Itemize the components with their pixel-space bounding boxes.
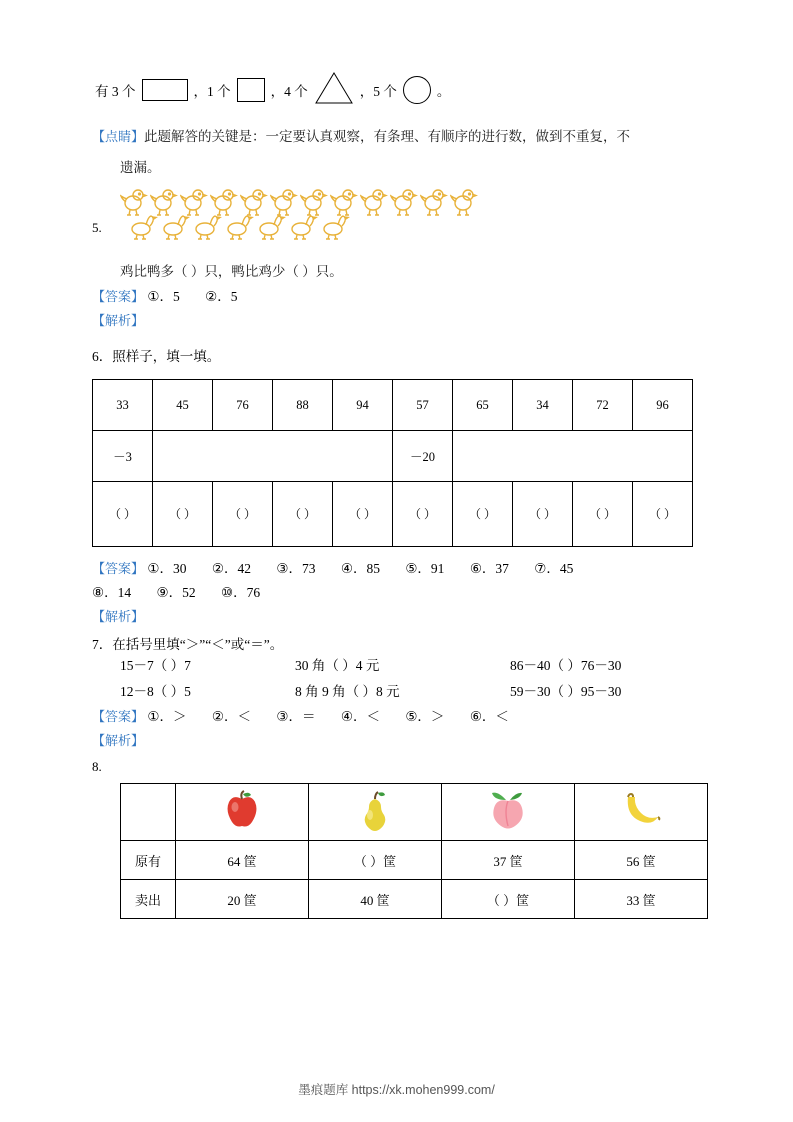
q6-title-wrap [92,345,731,365]
q6-r2-c5[interactable] [333,431,393,482]
q6-r2-c1[interactable]: －3 [93,431,153,482]
table-row [121,784,708,841]
q6-r1-c8: 34 [513,380,573,431]
q7-answer-1: ①．＞ [147,709,187,724]
q7-r2-c3[interactable]: 59－30（ ）95－30 [510,684,622,699]
q6-answer-3: ③．73 [276,561,316,576]
q5-number: 5. [92,220,102,235]
q5-analysis-tag: 【解析】 [92,313,145,328]
q8-row2-c4: 33 筐 [575,880,708,919]
q8-row1-c4: 56 筐 [575,841,708,880]
shapes-mid1: ，1 个 [193,84,231,99]
q5-answer-1: ①．5 [147,289,180,304]
q6-r3-c2[interactable]: （ ） [153,482,213,547]
duck-icon [160,212,190,240]
duck-row [128,212,731,240]
chick-icon [360,186,388,216]
q7-r2-c1[interactable]: 12－8（ ）5 [120,684,191,699]
table-row [93,431,693,482]
q7-answer-3: ③．＝ [276,709,316,724]
q6-table [92,379,693,547]
q6-r2-c6[interactable]: －20 [393,431,453,482]
q6-r2-c7[interactable] [453,431,513,482]
q6-answer-8: ⑧．14 [92,585,132,600]
q7-answer-row [92,705,731,729]
q6-r1-c10: 96 [633,380,693,431]
triangle-shape [314,71,354,109]
q7-row-2 [120,679,731,705]
q7-row-1 [120,653,731,679]
q7-analysis-row [92,729,731,753]
shapes-mid3: ，5 个 [359,84,397,99]
q7-title-wrap [92,633,731,653]
q6-answer-7: ⑦．45 [534,561,574,576]
q6-r3-c5[interactable]: （ ） [333,482,393,547]
q8-row1-label: 原有 [121,841,176,880]
q6-r3-c8[interactable]: （ ） [513,482,573,547]
apple-icon [176,784,309,841]
q6-answer-5: ⑤．91 [405,561,445,576]
q6-r1-c6: 57 [393,380,453,431]
q8-number-wrap [92,759,731,775]
q5-birds [92,186,731,254]
hint-text-1: 此题解答的关键是：一定要认真观察，有条理、有顺序的进行数，做到不重复，不 [144,129,631,144]
q6-r1-c7: 65 [453,380,513,431]
q6-r3-c9[interactable]: （ ） [573,482,633,547]
q6-r2-c8[interactable] [513,431,573,482]
chick-icon [390,186,418,216]
chick-icon [450,186,478,216]
q6-answer-tag: 【答案】 [92,561,145,576]
q6-analysis-tag: 【解析】 [92,609,145,624]
q6-answer-4: ④．85 [340,561,380,576]
q6-r1-c2: 45 [153,380,213,431]
q7-analysis-tag: 【解析】 [92,733,145,748]
chick-icon [420,186,448,216]
q6-answer-row-2 [92,581,731,605]
q6-r2-c4[interactable] [273,431,333,482]
rectangle-shape [142,79,188,101]
peach-icon [442,784,575,841]
q8-row1-c1: 64 筐 [176,841,309,880]
q6-title: 6．照样子，填一填。 [92,349,221,364]
shapes-prefix: 有 3 个 [95,84,136,99]
q6-answer-1: ①．30 [147,561,187,576]
q6-r1-c5: 94 [333,380,393,431]
q6-r2-c10[interactable] [633,431,693,482]
q6-analysis-row [92,605,731,629]
q5-answer-tag: 【答案】 [92,289,145,304]
table-row [121,841,708,880]
hint-text-2: 遗漏。 [120,160,161,175]
q7-r2-c2[interactable]: 8 角 9 角（ ）8 元 [295,684,400,699]
shapes-mid2: ，4 个 [270,84,308,99]
q6-r2-c3[interactable] [213,431,273,482]
q8-table [120,783,708,919]
hint-block [92,124,731,149]
q5-analysis-row [92,309,731,333]
q6-answer-10: ⑩．76 [220,585,261,600]
duck-icon [192,212,222,240]
shapes-line [92,70,731,110]
q6-r3-c7[interactable]: （ ） [453,482,513,547]
q5-question-wrap [120,258,731,285]
q7-answer-4: ④．＜ [340,709,380,724]
q7-title: 7．在括号里填“＞”“＜”或“＝”。 [92,637,284,652]
q7-answer-2: ②．＜ [211,709,251,724]
q8-row2-c1: 20 筐 [176,880,309,919]
duck-icon [288,212,318,240]
q6-answer-9: ⑨．52 [156,585,196,600]
q7-r1-c2[interactable]: 30 角（ ）4 元 [295,658,380,673]
q6-answer-6: ⑥．37 [469,561,509,576]
duck-icon [128,212,158,240]
table-row [121,880,708,919]
banana-icon [575,784,708,841]
q8-row2-label: 卖出 [121,880,176,919]
q5-answer-row [92,285,731,309]
hint-tag: 【点睛】 [92,129,145,144]
table-row [93,482,693,547]
q6-r3-c3[interactable]: （ ） [213,482,273,547]
q6-answer-row-1 [92,557,731,581]
hint-text-2-wrap [120,155,731,180]
square-shape [237,78,265,102]
q5-answer-2: ②．5 [205,289,238,304]
q6-r3-c6[interactable]: （ ） [393,482,453,547]
q7-r1-c3[interactable]: 86－40（ ）76－30 [510,658,622,673]
q6-r2-c2[interactable] [153,431,213,482]
q5-question: 鸡比鸭多（ ）只，鸭比鸡少（ ）只。 [120,264,343,279]
q8-row1-c2[interactable]: （ ）筐 [309,841,442,880]
q8-header-blank [121,784,176,841]
q8-row2-c2: 40 筐 [309,880,442,919]
q7-r1-c1[interactable]: 15－7（ ）7 [120,658,191,673]
q6-answer-2: ②．42 [211,561,251,576]
q6-r1-c1: 33 [93,380,153,431]
q6-r1-c9: 72 [573,380,633,431]
q7-answer-5: ⑤．＞ [405,709,445,724]
q6-r1-c3: 76 [213,380,273,431]
pear-icon [309,784,442,841]
shapes-suffix: 。 [436,84,451,99]
q6-r3-c4[interactable]: （ ） [273,482,333,547]
q8-row2-c3[interactable]: （ ）筐 [442,880,575,919]
table-row [93,380,693,431]
q7-answer-6: ⑥．＜ [469,709,509,724]
duck-icon [224,212,254,240]
footer-watermark: 墨痕题库 https://xk.mohen999.com/ [298,1083,495,1097]
circle-shape [403,76,431,104]
duck-icon [256,212,286,240]
q6-r3-c10[interactable]: （ ） [633,482,693,547]
duck-icon [320,212,350,240]
q6-r3-c1[interactable]: （ ） [93,482,153,547]
q8-number: 8. [92,759,102,774]
q7-answer-tag: 【答案】 [92,709,145,724]
q8-row1-c3: 37 筐 [442,841,575,880]
q6-r2-c9[interactable] [573,431,633,482]
q6-r1-c4: 88 [273,380,333,431]
